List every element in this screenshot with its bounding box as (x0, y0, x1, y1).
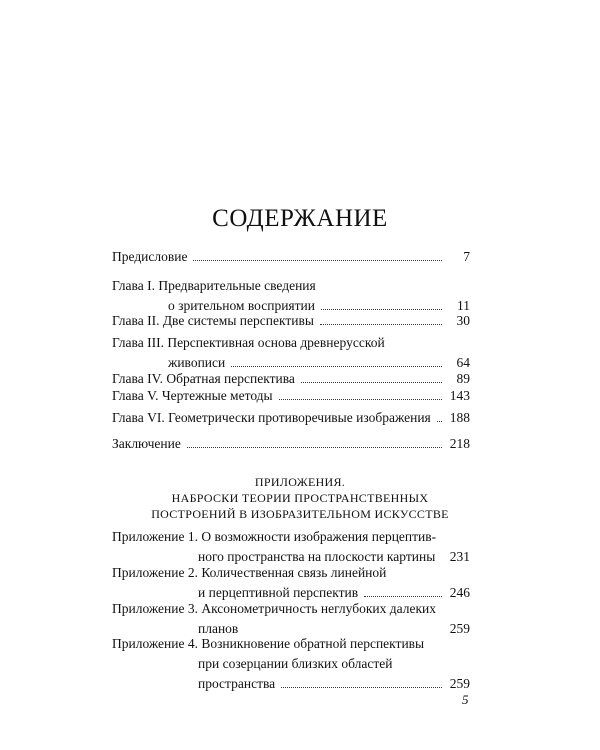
leader-dots (279, 399, 442, 400)
toc-entry-conclusion (112, 434, 470, 454)
leader-dots (301, 382, 442, 383)
folio-page-number: 5 (462, 692, 469, 707)
toc-entry-chapter-1 (112, 276, 470, 316)
leader-dots (437, 421, 442, 422)
appendix-heading (0, 474, 600, 522)
leader-dots (193, 260, 442, 261)
page-number: 259 (449, 676, 470, 691)
entry-label: Глава VI. Геометрически противоречивые изображения (112, 410, 431, 425)
toc-entry-preface (112, 247, 470, 267)
leader-dots (281, 687, 442, 688)
entry-label-cont: живописи (168, 355, 226, 370)
page-number: 64 (456, 355, 470, 370)
entry-label-cont: пространства (198, 676, 276, 691)
entry-label: Глава I. Предварительные сведения (112, 278, 316, 293)
entry-label: Приложение 2. Количественная связь линейной (112, 565, 387, 580)
entry-label-cont: планов (198, 621, 239, 636)
entry-label-cont: ного пространства на плоскости картины (198, 549, 436, 564)
toc-entry-chapter-6 (112, 408, 470, 428)
page-number: 89 (456, 371, 470, 386)
entry-label: Приложение 1. О возможности изображения перцептив- (112, 529, 437, 544)
page-number: 11 (457, 298, 470, 313)
appendix-heading-line: ПОСТРОЕНИЙ В ИЗОБРАЗИТЕЛЬНОМ ИСКУССТВЕ (151, 507, 449, 521)
page-number: 188 (449, 410, 470, 425)
entry-label: Глава IV. Обратная перспектива (112, 371, 295, 386)
page-number: 30 (456, 313, 470, 328)
entry-label-cont: и перцептивной перспектив (198, 585, 359, 600)
toc-entry-appendix-3 (112, 599, 470, 639)
entry-label-cont: при созерцании близких областей (198, 656, 393, 671)
page-number: 246 (449, 585, 470, 600)
leader-dots (320, 324, 442, 325)
toc-entry-chapter-5 (112, 386, 470, 406)
appendix-heading-line: НАБРОСКИ ТЕОРИИ ПРОСТРАНСТВЕННЫХ (171, 491, 429, 505)
page-number: 259 (449, 621, 470, 636)
appendix-heading-line: ПРИЛОЖЕНИЯ. (254, 475, 346, 489)
leader-dots (231, 366, 442, 367)
entry-label: Глава III. Перспективная основа древнерусской (112, 335, 385, 350)
leader-dots (321, 309, 442, 310)
page-number: 231 (449, 549, 470, 564)
entry-label: Приложение 3. Аксонометричность неглубоких далеких (112, 601, 437, 616)
toc-entry-appendix-4 (112, 634, 470, 694)
entry-label-cont: о зрительном восприятии (168, 298, 315, 313)
entry-label: Заключение (112, 436, 181, 451)
entry-label: Приложение 4. Возникновение обратной перспективы (112, 636, 425, 651)
page-number: 143 (449, 388, 470, 403)
leader-dots (364, 596, 442, 597)
page-number: 218 (449, 436, 470, 451)
toc-entry-chapter-3 (112, 333, 470, 373)
page-title: СОДЕРЖАНИЕ (212, 205, 388, 232)
entry-label: Предисловие (112, 249, 188, 264)
page-number: 7 (463, 249, 470, 264)
entry-label: Глава II. Две системы перспективы (112, 313, 314, 328)
entry-label: Глава V. Чертежные методы (112, 388, 273, 403)
toc-entry-appendix-1 (112, 527, 470, 567)
toc-entry-chapter-2 (112, 311, 470, 331)
leader-dots (187, 447, 442, 448)
toc-entry-appendix-2 (112, 563, 470, 603)
